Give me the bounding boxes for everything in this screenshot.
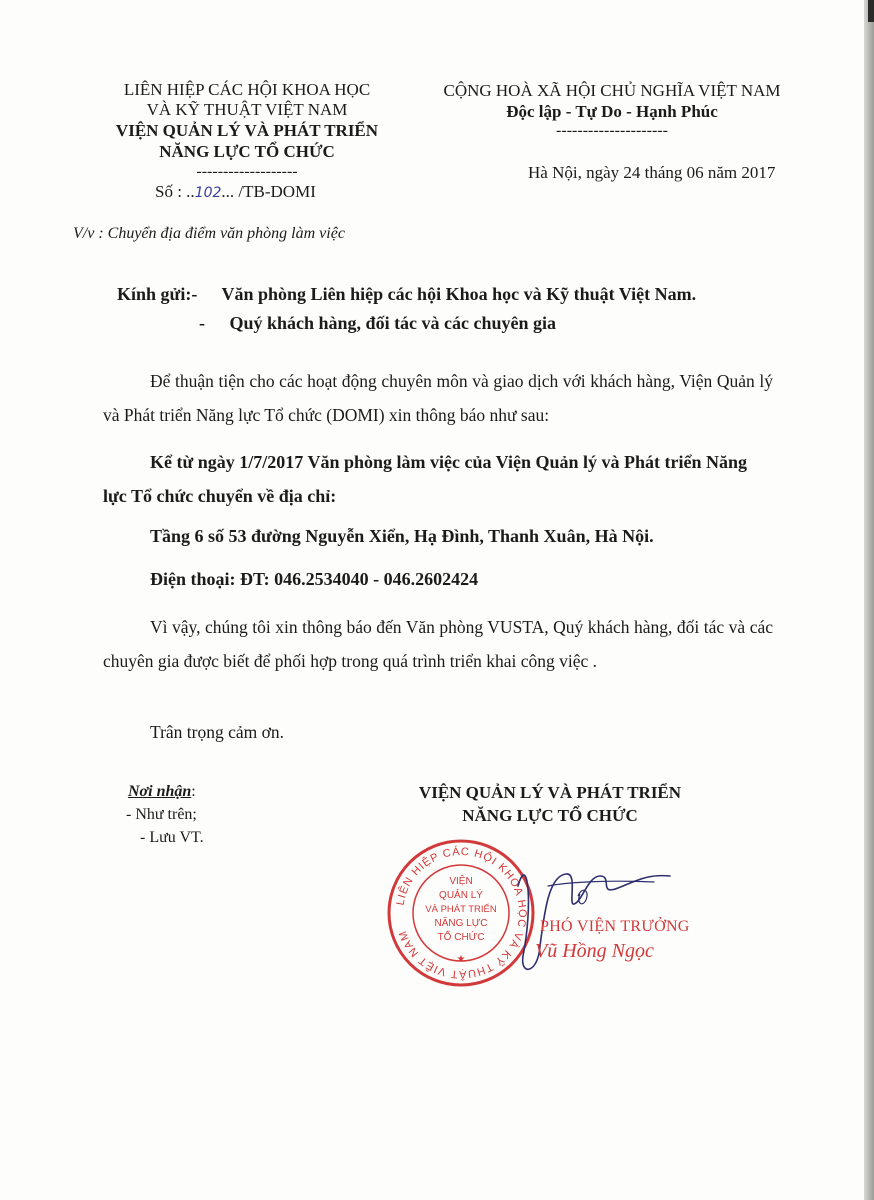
distribution-item: - Lưu VT. xyxy=(140,829,204,846)
intro-paragraph: Để thuận tiện cho các hoạt động chuyên môn và giao dịch với khách hàng, Viện Quản lý và Phát triển Năng lực Tổ chức (DOMI) xin thông báo như sau: xyxy=(103,371,773,425)
unit-name-line2: NĂNG LỰC TỔ CHỨC xyxy=(159,142,335,161)
national-motto: Độc lập - Tự Do - Hạnh Phúc xyxy=(506,102,718,121)
header-left-divider: ------------------- xyxy=(196,163,298,180)
signing-unit-line2: NĂNG LỰC TỔ CHỨC xyxy=(462,806,638,825)
seal-center-line: TỔ CHỨC xyxy=(437,932,485,943)
signing-unit-line1: VIỆN QUẢN LÝ VÀ PHÁT TRIỂN xyxy=(418,783,682,802)
announcement-paragraph: Kể từ ngày 1/7/2017 Văn phòng làm việc của Viện Quản lý và Phát triển Năng lực Tổ chức chuyển về địa chỉ: xyxy=(103,452,748,506)
seal-center-line: QUẢN LÝ xyxy=(439,890,483,901)
phone-numbers: Điện thoại: ĐT: 046.2534040 - 046.2602424 xyxy=(150,569,479,589)
seal-center-line: NĂNG LỰC xyxy=(434,918,488,929)
document-number xyxy=(155,182,316,202)
recipient-item: Văn phòng Liên hiệp các hội Khoa học và Kỹ thuật Việt Nam. xyxy=(221,284,697,304)
distribution-label: Nơi nhận xyxy=(128,783,192,800)
document-number-prefix: Số : .. xyxy=(155,182,195,201)
recipient-row-2: - Quý khách hàng, đối tác và các chuyên gia xyxy=(199,313,557,333)
recipients-block xyxy=(117,284,696,334)
document-number-handwritten: 102 xyxy=(194,185,222,201)
unit-name-line1: VIỆN QUẢN LÝ VÀ PHÁT TRIỂN xyxy=(115,121,379,140)
distribution-list xyxy=(128,780,204,849)
seal-center-line: VÀ PHÁT TRIỂN xyxy=(425,904,497,915)
new-address: Tầng 6 số 53 đường Nguyễn Xiển, Hạ Đình, Thanh Xuân, Hà Nội. xyxy=(150,526,654,546)
seal-star-icon: ★ xyxy=(456,954,466,965)
org-name-line1: LIÊN HIỆP CÁC HỘI KHOA HỌC xyxy=(123,80,371,99)
signer-name-stamp: Vũ Hồng Ngọc xyxy=(535,940,654,962)
scan-corner-mark xyxy=(868,0,874,22)
document-date: Hà Nội, ngày 24 tháng 06 năm 2017 xyxy=(528,163,776,182)
recipients-label: Kính gửi: xyxy=(117,284,192,304)
thanks-line: Trân trọng cảm ơn. xyxy=(150,722,285,742)
seal-center-line: VIỆN xyxy=(449,876,473,887)
seal-ring-text: LIÊN HIỆP CÁC HỘI KHOA HỌC VÀ KỸ THUẬT VIỆT NAM xyxy=(394,845,529,981)
distribution-item: - Như trên; xyxy=(126,806,197,823)
org-name-line2: VÀ KỸ THUẬT VIỆT NAM xyxy=(146,100,348,119)
document-number-suffix: ... /TB-DOMI xyxy=(221,182,316,201)
recipient-item: Quý khách hàng, đối tác và các chuyên gia xyxy=(229,313,557,333)
nation-title: CỘNG HOÀ XÃ HỘI CHỦ NGHĨA VIỆT NAM xyxy=(443,81,781,100)
header-right-divider: --------------------- xyxy=(556,122,668,139)
page-edge-shadow xyxy=(864,0,874,1200)
closing-paragraph: Vì vậy, chúng tôi xin thông báo đến Văn phòng VUSTA, Quý khách hàng, đối tác và các chuyên gia được biết để phối hợp trong quá trình triển khai công việc . xyxy=(103,617,773,671)
distribution-colon: : xyxy=(191,783,196,800)
subject-line: V/v : Chuyển địa điểm văn phòng làm việc xyxy=(73,225,345,242)
recipient-row-1: Kính gửi:- Văn phòng Liên hiệp các hội Khoa học và Kỹ thuật Việt Nam. xyxy=(117,284,697,304)
distribution-heading xyxy=(128,780,204,803)
signer-position-stamp: PHÓ VIỆN TRƯỞNG xyxy=(540,918,690,935)
